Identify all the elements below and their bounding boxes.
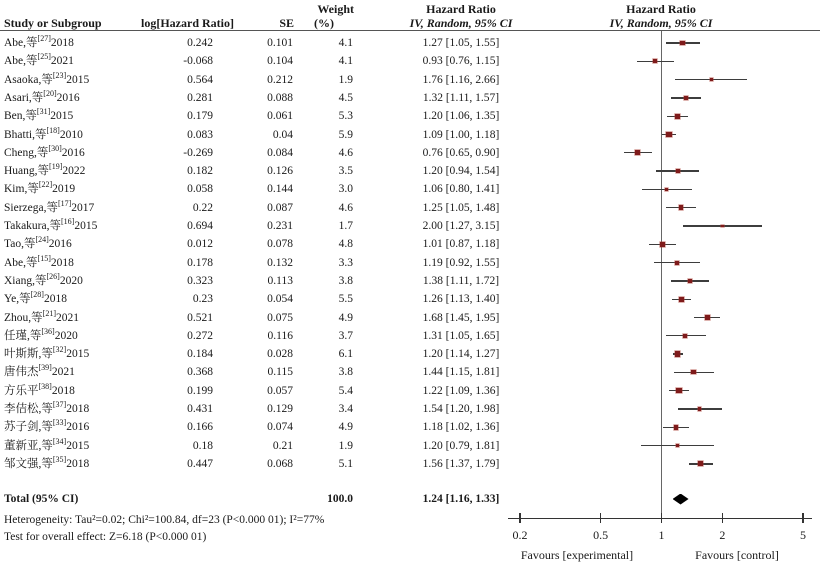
effect-square-marker bbox=[635, 150, 640, 155]
study-label: Takakura,等[16]2015 bbox=[4, 217, 98, 232]
effect-square-marker bbox=[683, 334, 687, 338]
col-header-weight: Weight bbox=[317, 2, 354, 16]
study-loghr: 0.178 bbox=[187, 256, 213, 269]
study-loghr: 0.179 bbox=[187, 110, 213, 123]
study-weight: 1.9 bbox=[338, 73, 353, 86]
study-label: Kim,等[22]2019 bbox=[4, 180, 76, 196]
study-label: Abe,等[25]2021 bbox=[4, 52, 74, 68]
study-label: 叶斯斯,等[32]2015 bbox=[4, 345, 90, 361]
x-axis-tick-label: 2 bbox=[719, 528, 726, 542]
study-weight: 4.6 bbox=[338, 146, 353, 159]
study-hr-ci-text: 0.76 [0.65, 0.90] bbox=[422, 146, 500, 159]
study-se: 0.144 bbox=[267, 183, 293, 196]
study-se: 0.212 bbox=[267, 73, 293, 86]
axis-label-favours-experimental: Favours [experimental] bbox=[520, 548, 634, 562]
study-se: 0.087 bbox=[267, 201, 293, 214]
study-ref-superscript: [35] bbox=[52, 455, 67, 465]
study-ref-superscript: [19] bbox=[49, 162, 63, 172]
study-label: Ye,等[28]2018 bbox=[4, 290, 67, 306]
study-se: 0.101 bbox=[267, 37, 293, 49]
col-header-se: SE bbox=[279, 16, 294, 30]
effect-square-marker bbox=[675, 351, 681, 357]
study-weight: 3.5 bbox=[338, 165, 353, 178]
study-weight: 4.9 bbox=[338, 311, 353, 324]
effect-square-marker bbox=[698, 461, 703, 466]
plot-header-model: IV, Random, 95% CI bbox=[609, 16, 713, 30]
study-loghr: 0.368 bbox=[187, 366, 213, 379]
study-loghr: 0.22 bbox=[192, 201, 213, 214]
study-ref-superscript: [36] bbox=[41, 326, 55, 336]
study-label: 邹文强,等[35]2018 bbox=[4, 455, 90, 470]
study-ref-superscript: [15] bbox=[37, 253, 51, 263]
study-weight: 4.6 bbox=[338, 201, 353, 214]
study-ref-superscript: [20] bbox=[43, 89, 57, 99]
study-label: Cheng,等[30]2016 bbox=[4, 143, 85, 159]
study-weight: 3.8 bbox=[338, 274, 353, 287]
x-axis-tick bbox=[802, 513, 803, 523]
study-hr-ci-text: 1.31 [1.05, 1.65] bbox=[422, 329, 500, 342]
study-ref-superscript: [28] bbox=[30, 290, 44, 300]
heterogeneity-stats: Heterogeneity: Tau²=0.02; Chi²=100.84, df=23 (P<0.000 01); I²=77% bbox=[4, 514, 325, 526]
study-label: Abe,等[15]2018 bbox=[4, 253, 74, 269]
effect-square-marker bbox=[705, 315, 710, 320]
study-weight: 4.1 bbox=[338, 37, 353, 49]
effect-square-marker bbox=[698, 407, 702, 411]
study-label: 方乐平[38]2018 bbox=[4, 381, 75, 397]
study-loghr: 0.431 bbox=[187, 403, 213, 415]
effect-square-marker bbox=[688, 279, 692, 283]
study-ref-superscript: [34] bbox=[52, 436, 67, 446]
study-weight: 4.9 bbox=[338, 421, 353, 434]
study-loghr: 0.184 bbox=[187, 348, 213, 361]
study-label: Bhatti,等[18]2010 bbox=[4, 125, 83, 141]
study-label: Asari,等[20]2016 bbox=[4, 89, 80, 104]
study-label: 苏子剑,等[33]2016 bbox=[4, 418, 90, 434]
col-header-hr-model: IV, Random, 95% CI bbox=[409, 16, 513, 30]
study-hr-ci-text: 1.44 [1.15, 1.81] bbox=[422, 366, 500, 379]
study-weight: 3.7 bbox=[338, 329, 353, 342]
total-hr-text: 1.24 [1.16, 1.33] bbox=[422, 493, 500, 505]
effect-square-marker bbox=[721, 225, 724, 228]
study-label: Abe,等[27]2018 bbox=[4, 34, 74, 49]
study-loghr: 0.18 bbox=[192, 439, 213, 452]
study-ref-superscript: [23] bbox=[52, 70, 67, 80]
col-header-weight-pct: (%) bbox=[314, 16, 334, 30]
study-hr-ci-text: 1.38 [1.11, 1.72] bbox=[422, 274, 500, 287]
study-hr-ci-text: 1.32 [1.11, 1.57] bbox=[422, 91, 500, 104]
study-loghr: 0.694 bbox=[187, 220, 213, 232]
effect-square-marker bbox=[675, 114, 680, 119]
study-hr-ci-text: 1.20 [0.79, 1.81] bbox=[422, 439, 500, 452]
plot-header-hr: Hazard Ratio bbox=[626, 2, 696, 16]
study-loghr: 0.242 bbox=[187, 37, 213, 49]
study-loghr: 0.272 bbox=[187, 329, 213, 342]
study-label: Asaoka,等[23]2015 bbox=[4, 70, 90, 86]
study-weight: 5.1 bbox=[338, 457, 353, 470]
study-hr-ci-text: 1.56 [1.37, 1.79] bbox=[422, 457, 500, 470]
x-axis-tick bbox=[600, 513, 601, 523]
study-hr-ci-text: 1.76 [1.16, 2.66] bbox=[422, 73, 500, 86]
study-weight: 4.8 bbox=[338, 238, 353, 251]
study-loghr: -0.068 bbox=[183, 55, 213, 68]
study-ref-superscript: [25] bbox=[37, 52, 51, 62]
effect-square-marker bbox=[675, 261, 679, 265]
study-weight: 4.5 bbox=[338, 91, 353, 104]
study-se: 0.129 bbox=[267, 403, 293, 415]
study-hr-ci-text: 1.27 [1.05, 1.55] bbox=[422, 37, 500, 49]
study-label: Xiang,等[26]2020 bbox=[4, 272, 83, 287]
study-se: 0.21 bbox=[272, 439, 293, 452]
effect-square-marker bbox=[691, 370, 695, 374]
study-hr-ci-text: 1.68 [1.45, 1.95] bbox=[422, 311, 500, 324]
study-ref-superscript: [30] bbox=[48, 143, 62, 153]
study-hr-ci-text: 2.00 [1.27, 3.15] bbox=[422, 220, 500, 232]
total-weight: 100.0 bbox=[327, 493, 353, 505]
study-label: Zhou,等[21]2021 bbox=[4, 308, 79, 324]
effect-square-marker bbox=[679, 297, 684, 302]
x-axis-tick-label: 0.5 bbox=[593, 528, 609, 542]
study-se: 0.078 bbox=[267, 238, 293, 251]
effect-square-marker bbox=[676, 388, 681, 393]
study-ref-superscript: [39] bbox=[38, 363, 52, 373]
study-hr-ci-text: 0.93 [0.76, 1.15] bbox=[422, 55, 500, 68]
study-weight: 1.9 bbox=[338, 439, 353, 452]
study-loghr: 0.012 bbox=[187, 238, 213, 251]
study-se: 0.088 bbox=[267, 91, 293, 104]
study-se: 0.068 bbox=[267, 457, 293, 470]
x-axis-tick bbox=[661, 513, 662, 523]
study-hr-ci-text: 1.20 [0.94, 1.54] bbox=[422, 165, 500, 178]
effect-square-marker bbox=[666, 132, 671, 137]
study-loghr: 0.083 bbox=[187, 128, 213, 141]
effect-square-marker bbox=[674, 425, 679, 430]
col-header-hr-text: Hazard Ratio bbox=[426, 2, 496, 16]
col-header-loghr: log[Hazard Ratio] bbox=[141, 16, 234, 30]
study-hr-ci-text: 1.19 [0.92, 1.55] bbox=[422, 256, 500, 269]
study-ref-superscript: [32] bbox=[52, 345, 67, 355]
study-ref-superscript: [26] bbox=[46, 272, 60, 282]
study-se: 0.115 bbox=[267, 366, 293, 379]
study-hr-ci-text: 1.18 [1.02, 1.36] bbox=[422, 421, 500, 434]
effect-square-marker bbox=[665, 188, 669, 192]
study-loghr: 0.199 bbox=[187, 384, 213, 397]
study-se: 0.075 bbox=[267, 311, 293, 324]
effect-square-marker bbox=[680, 41, 684, 45]
study-hr-ci-text: 1.54 [1.20, 1.98] bbox=[422, 403, 500, 415]
study-se: 0.113 bbox=[267, 274, 293, 287]
study-se: 0.084 bbox=[267, 146, 293, 159]
study-hr-ci-text: 1.25 [1.05, 1.48] bbox=[422, 201, 500, 214]
study-ref-superscript: [24] bbox=[35, 235, 49, 245]
study-weight: 4.1 bbox=[338, 55, 353, 68]
effect-square-marker bbox=[676, 444, 679, 447]
study-hr-ci-text: 1.09 [1.00, 1.18] bbox=[422, 128, 500, 141]
study-se: 0.132 bbox=[267, 256, 293, 269]
study-hr-ci-text: 1.20 [1.14, 1.27] bbox=[422, 348, 500, 361]
study-se: 0.126 bbox=[267, 165, 293, 178]
study-hr-ci-text: 1.01 [0.87, 1.18] bbox=[422, 238, 500, 251]
effect-square-marker bbox=[660, 242, 665, 247]
study-weight: 3.8 bbox=[338, 366, 353, 379]
header-divider bbox=[0, 30, 820, 31]
total-label: Total (95% CI) bbox=[4, 493, 79, 505]
study-se: 0.054 bbox=[267, 293, 293, 306]
study-se: 0.074 bbox=[267, 421, 293, 434]
effect-square-marker bbox=[710, 78, 713, 81]
study-ref-superscript: [22] bbox=[38, 180, 53, 190]
study-weight: 3.4 bbox=[338, 403, 353, 415]
x-axis-tick bbox=[519, 513, 520, 523]
study-loghr: 0.058 bbox=[187, 183, 213, 196]
effect-square-marker bbox=[653, 59, 657, 63]
study-se: 0.057 bbox=[267, 384, 293, 397]
study-ref-superscript: [16] bbox=[61, 217, 75, 227]
study-loghr: 0.182 bbox=[187, 165, 213, 178]
study-loghr: 0.166 bbox=[187, 421, 213, 434]
study-se: 0.061 bbox=[267, 110, 293, 123]
study-label: Sierzega,等[17]2017 bbox=[4, 198, 95, 214]
x-axis-tick-label: 1 bbox=[658, 528, 665, 542]
study-ref-superscript: [18] bbox=[46, 125, 60, 135]
overall-effect-stats: Test for overall effect: Z=6.18 (P<0.000 01) bbox=[4, 531, 207, 543]
study-ref-superscript: [21] bbox=[42, 308, 56, 318]
x-axis-tick-label: 5 bbox=[799, 528, 806, 542]
study-ref-superscript: [37] bbox=[52, 400, 67, 410]
study-se: 0.104 bbox=[267, 55, 293, 68]
col-header-study: Study or Subgroup bbox=[4, 16, 102, 30]
study-weight: 5.9 bbox=[338, 128, 353, 141]
study-loghr: 0.23 bbox=[192, 293, 213, 306]
effect-square-marker bbox=[679, 205, 684, 210]
study-label: 唐伟杰[39]2021 bbox=[4, 363, 75, 379]
study-se: 0.231 bbox=[267, 220, 293, 232]
study-weight: 3.3 bbox=[338, 256, 353, 269]
study-weight: 5.4 bbox=[338, 384, 353, 397]
study-label: 董新亚,等[34]2015 bbox=[4, 436, 90, 452]
x-axis-tick-label: 0.2 bbox=[512, 528, 528, 542]
study-label: Ben,等[31]2015 bbox=[4, 107, 74, 123]
study-se: 0.116 bbox=[267, 329, 293, 342]
study-se: 0.04 bbox=[272, 128, 293, 141]
study-ref-superscript: [27] bbox=[37, 34, 51, 44]
study-loghr: 0.281 bbox=[187, 91, 213, 104]
study-ref-superscript: [31] bbox=[36, 107, 51, 117]
study-label: 李佶松,等[37]2018 bbox=[4, 400, 90, 415]
study-hr-ci-text: 1.20 [1.06, 1.35] bbox=[422, 110, 500, 123]
study-label: Huang,等[19]2022 bbox=[4, 162, 86, 178]
study-se: 0.028 bbox=[267, 348, 293, 361]
study-weight: 6.1 bbox=[338, 348, 353, 361]
study-loghr: 0.323 bbox=[187, 274, 213, 287]
study-weight: 5.5 bbox=[338, 293, 353, 306]
study-weight: 3.0 bbox=[338, 183, 353, 196]
effect-square-marker bbox=[684, 96, 689, 101]
axis-label-favours-control: Favours [control] bbox=[695, 548, 779, 562]
total-diamond bbox=[673, 494, 689, 505]
study-hr-ci-text: 1.06 [0.80, 1.41] bbox=[422, 183, 500, 196]
study-loghr: 0.521 bbox=[187, 311, 213, 324]
study-label: Tao,等[24]2016 bbox=[4, 235, 72, 251]
study-hr-ci-text: 1.22 [1.09, 1.36] bbox=[422, 384, 500, 397]
x-axis-tick bbox=[722, 513, 723, 523]
study-ref-superscript: [38] bbox=[38, 381, 52, 391]
study-ref-superscript: [17] bbox=[57, 198, 72, 208]
study-hr-ci-text: 1.26 [1.13, 1.40] bbox=[422, 293, 500, 306]
study-weight: 5.3 bbox=[338, 110, 353, 123]
study-loghr: 0.564 bbox=[187, 73, 213, 86]
study-loghr: 0.447 bbox=[187, 457, 213, 470]
study-weight: 1.7 bbox=[338, 220, 353, 232]
study-ref-superscript: [33] bbox=[52, 418, 67, 428]
effect-square-marker bbox=[676, 169, 680, 173]
study-loghr: -0.269 bbox=[183, 146, 213, 159]
study-label: 任瑾,等[36]2020 bbox=[4, 326, 78, 342]
